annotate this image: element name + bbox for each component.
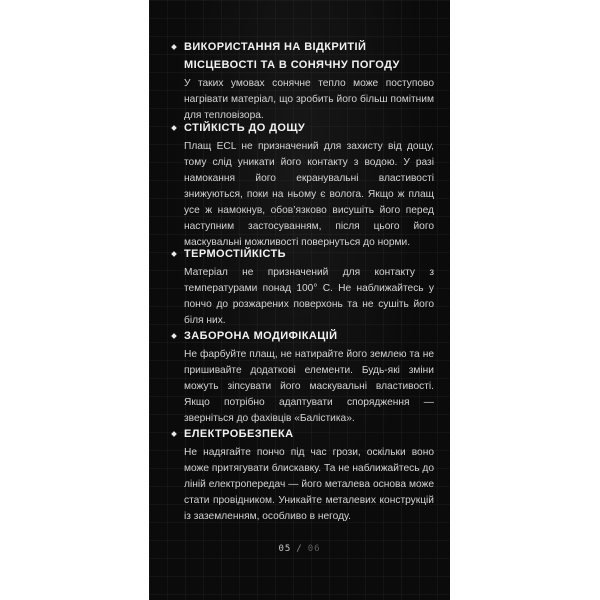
total-pages-number: 06 xyxy=(307,544,321,554)
diamond-bullet-icon xyxy=(171,125,177,131)
page-separator: / xyxy=(296,544,303,554)
current-page-number: 05 xyxy=(278,544,292,554)
diamond-bullet-icon xyxy=(171,333,177,339)
section-heading xyxy=(172,38,434,74)
section-body: Не фарбуйте плащ, не натирайте його землею та не пришивайте додаткові елементи. Будь-які зміни можуть зіпсувати його маскувальні властивості. Якщо потрібно адаптувати спорядження — зверніться до фахівців «Балістика». xyxy=(184,349,434,424)
section-outdoor-sunny xyxy=(172,38,434,124)
section-electrical-safety xyxy=(172,425,434,525)
section-body: Плащ ECL не призначений для захисту від дощу, тому слід уникати його контакту з водою. У разі намокання його екранувальні властивості знижуються, поки на ньому є волога. Якщо ж плащ усе ж намокнув, обов’язково висушіть його перед наступним застосуванням, після цього його маскувальні можливості повернуться до норми. xyxy=(184,141,434,248)
section-title: СТІЙКІСТЬ ДО ДОЩУ xyxy=(184,122,306,134)
section-title: ЗАБОРОНА МОДИФІКАЦІЙ xyxy=(184,330,338,342)
section-title: ВИКОРИСТАННЯ НА ВІДКРИТІЙ МІСЦЕВОСТІ ТА В СОНЯЧНУ ПОГОДУ xyxy=(184,41,400,71)
diamond-bullet-icon xyxy=(171,431,177,437)
section-title: ЕЛЕКТРОБЕЗПЕКА xyxy=(184,428,294,440)
section-no-modifications xyxy=(172,327,434,427)
manual-page xyxy=(149,0,450,600)
section-heat-resistance xyxy=(172,245,434,329)
section-body: У таких умовах сонячне тепло може поступово нагрівати матеріал, що зробить його більш помітним для тепловізора. xyxy=(184,78,434,121)
page-indicator xyxy=(149,544,450,554)
section-body: Матеріал не призначений для контакту з температурами понад 100° С. Не наближайтесь у пончо до розжарених поверхонь та не сушіть його біля них. xyxy=(184,267,434,326)
section-body: Не надягайте пончо під час грози, оскільки воно може притягувати блискавку. Та не наближайтесь до ліній електропередач — його металева основа може стати провідником. Уникайте металевих конструкцій із заземленням, особливо в негоду. xyxy=(184,447,434,522)
section-rain-resistance xyxy=(172,119,434,251)
section-heading xyxy=(172,327,434,345)
section-heading xyxy=(172,119,434,137)
diamond-bullet-icon xyxy=(171,251,177,257)
diamond-bullet-icon xyxy=(171,44,177,50)
section-heading xyxy=(172,245,434,263)
section-title: ТЕРМОСТІЙКІСТЬ xyxy=(184,248,286,260)
section-heading xyxy=(172,425,434,443)
